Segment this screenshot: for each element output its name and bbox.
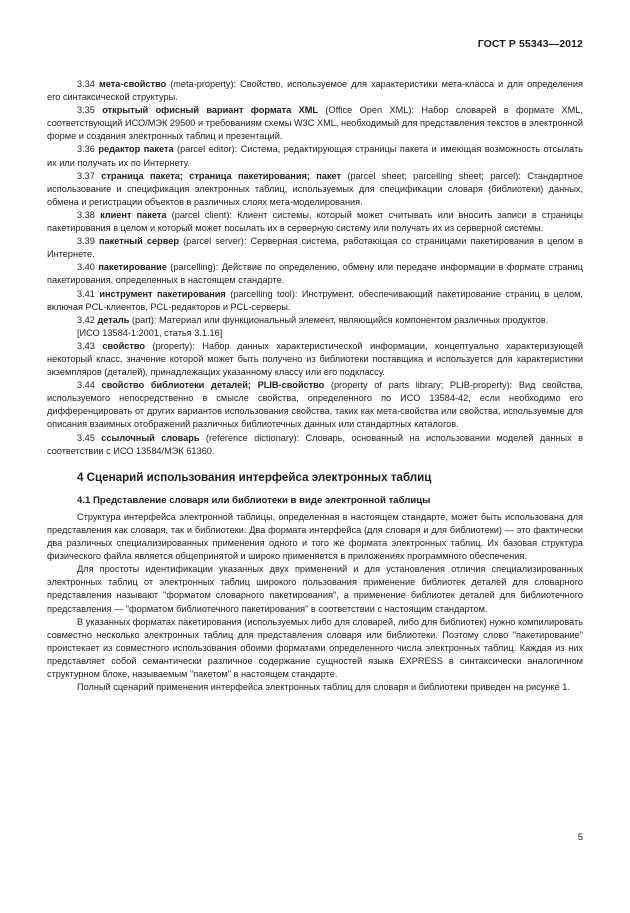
definition-text: (parcel server): Серверная система, работающая со страницами пакетирования в целом в Интернете. <box>47 236 583 260</box>
body-paragraph: Структура интерфейса электронной таблицы, определенная в настоящем стандарте, может быть использована для представления как словаря, так и библиотеки. Два формата интерфейса (для словаря и для библиотеки) — это фактически два различных специализированных применения одного и того же формата электронных таблиц. Их базовая структура физического файла является общепринятой и широко применяется в приложениях программного обеспечения. <box>47 511 583 562</box>
definition-text: (parcelling tool): Инструмент, обеспечивающий пакетирование страниц в целом, включая PCL-клиентов, PCL-редакторов и PCL-серверы. <box>47 288 583 312</box>
body-paragraph: Полный сценарий применения интерфейса электронных таблиц для словаря и библиотеки приведен на рисунке 1. <box>77 682 570 693</box>
definition-term: клиент пакета <box>100 209 167 220</box>
definition-item <box>47 314 583 327</box>
definition-item <box>47 432 583 458</box>
definition-number: 3.36 <box>77 144 95 155</box>
definition-text: (Office Open XML): Набор словарей в формате XML, соответствующий ИСО/МЭК 29500 и требованиям схемы W3C XML, необходимый для представления текстов в электронной форме и создания электронных таблиц и презентаций. <box>47 105 583 142</box>
page-number: 5 <box>577 832 583 843</box>
definition-term: инструмент пакетирования <box>99 288 226 299</box>
definition-item <box>47 209 583 235</box>
definition-term: открытый офисный вариант формата XML <box>102 105 318 116</box>
definition-item <box>47 261 583 287</box>
section-4-1-paragraphs <box>47 511 583 694</box>
definition-number: 3.34 <box>77 79 95 89</box>
definition-number: 3.39 <box>77 236 95 247</box>
definition-number: 3.37 <box>77 170 95 181</box>
page-body <box>47 78 583 694</box>
definition-term: мета-свойство <box>99 79 167 89</box>
definition-number: 3.42 <box>77 314 95 325</box>
definition-text: (parcel editor): Система, редактирующая страницы пакета и имеющая возможность отсылать их или получать их по Интернету. <box>47 144 583 168</box>
definition-text: (parcel client): Клиент системы, который может считывать или вносить записи в страницы пакетирования в целом и который может посылать их в серверную систему или получать их из серверной системы. <box>47 209 583 234</box>
definition-number: 3.38 <box>77 209 95 220</box>
definition-text: (property): Набор данных характеристической информации, концептуально характеризующей некоторый класс, значение которой может быть получено из библиотеки поставщика и используется для характеристики экземпляров (деталей), принадлежащих указанному классу или его подклассу. <box>47 340 583 378</box>
definition-text: (meta-property): Свойство, используемое для характеристики мета-класса и для определения его синтаксической структуры. <box>47 79 583 103</box>
source-reference: [ИСО 13584-1:2001, статья 3.1.16] <box>77 327 223 338</box>
definitions-list-continued <box>47 340 583 458</box>
definition-term: свойство библиотеки деталей; PLIB-свойство <box>101 380 325 391</box>
definitions-list <box>47 78 583 327</box>
definition-term: пакетирование <box>98 262 167 273</box>
definition-item <box>47 78 583 104</box>
definition-item <box>47 235 583 261</box>
document-id-header: ГОСТ Р 55343—2012 <box>477 38 583 50</box>
body-paragraph: В указанных форматах пакетирования (используемых либо для словарей, либо для библиотек) нужно компилировать совместно несколько электронных таблиц для представления словаря или библиотеки. Поэтому слово "пакетирование" проистекает из совместного использования обоими форматами определенного числа электронных таблиц. Каждая из них представляет собой семантически различное содержание сущностей языка EXPRESS в синтаксически аналогичном структурном блоке, называемым "пакетом" в настоящем стандарте. <box>47 616 583 680</box>
definition-text: (parcelling): Действие по определению, обмену или передаче информации в формате страниц пакетирования, определенных в настоящем стандарте. <box>47 262 583 286</box>
definition-text: (property of parts library; PLIB-property): Вид свойства, используемого непосредственно в смысле свойства, определенного по ИСО 13584-42, если необходимо его дифференцировать от других вариантов использования свойства, таких как мета-свойства или свойства, используемые для описания взаимных отображений различных библиотечных данных или стандартных каталогов. <box>47 380 583 430</box>
definition-text: (part): Материал или функциональный элемент, являющийся компонентом различных продуктов. <box>129 314 549 325</box>
definition-term: свойство <box>102 340 146 351</box>
definition-term: ссылочный словарь <box>101 432 200 443</box>
definition-item <box>47 143 583 169</box>
body-paragraph: Для простоты идентификации указанных двух применений и для установления отличия специализированных электронных таблиц от электронных таблиц широкого пользования применение библиотек деталей для словарного представления называют "форматом словарного пакетирования", а применение библиотек деталей для библиотечного представления — "форматом библиотечного пакетирования" в соответствии с настоящим стандартом. <box>47 564 583 614</box>
definition-term: страница пакета; страница пакетирования; пакет <box>101 170 341 181</box>
definition-number: 3.40 <box>77 262 95 273</box>
definition-number: 3.44 <box>77 380 95 391</box>
definition-item <box>47 288 583 314</box>
definition-item <box>47 340 583 379</box>
definition-item <box>47 379 583 431</box>
section-4-heading: 4 Сценарий использования интерфейса электронных таблиц <box>77 470 432 484</box>
section-4-1-heading: 4.1 Представление словаря или библиотеки в виде электронной таблицы <box>77 494 431 506</box>
definition-term: пакетный сервер <box>99 236 179 247</box>
definition-number: 3.35 <box>77 105 95 116</box>
definition-term: редактор пакета <box>98 144 174 155</box>
definition-number: 3.41 <box>77 288 95 299</box>
definition-item <box>47 104 583 143</box>
definition-item <box>47 170 583 209</box>
definition-number: 3.45 <box>77 432 95 443</box>
definition-term: деталь <box>97 314 130 325</box>
definition-text: (reference dictionary): Словарь, основанный на использовании моделей данных в соответствии с ИСО 13584/МЭК 61360. <box>47 432 583 456</box>
definition-number: 3.43 <box>77 340 95 351</box>
definition-text: (parcel sheet; parcelling sheet; parcel): Стандартное использование и спецификация электронных таблиц, используемых для спецификации словаря (библиотеки) данных, обмена и регистрации объектов в различных слоях мета-моделирования. <box>47 170 583 207</box>
